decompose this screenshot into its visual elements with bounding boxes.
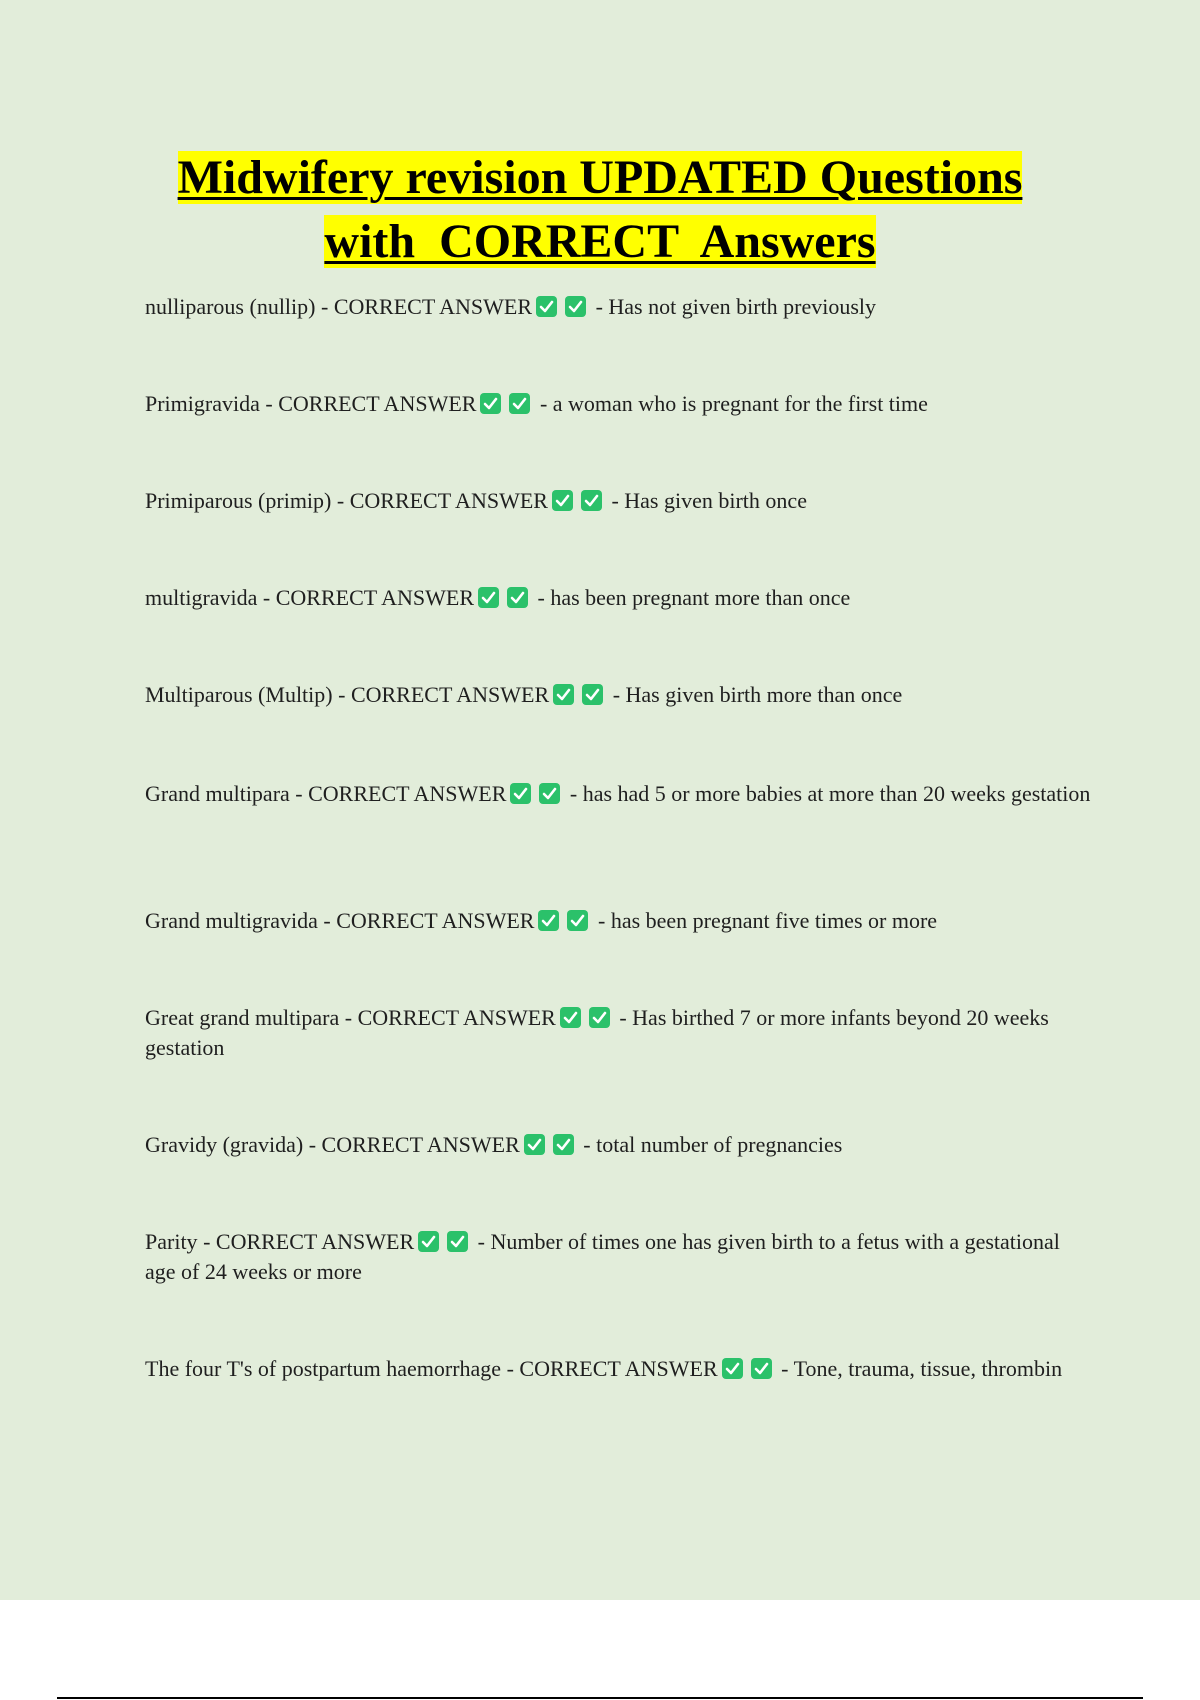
check-mark-icon xyxy=(510,783,531,804)
qa-term: Parity xyxy=(145,1229,198,1254)
qa-answer: a woman who is pregnant for the first time xyxy=(552,391,928,416)
check-mark-icon xyxy=(567,910,588,931)
qa-term: The four T's of postpartum haemorrhage xyxy=(145,1356,502,1381)
qa-item xyxy=(145,583,1095,613)
qa-term: nulliparous (nullip) xyxy=(145,294,316,319)
check-mark-icon xyxy=(581,490,602,511)
check-mark-icon xyxy=(478,587,499,608)
qa-separator: - xyxy=(303,1132,322,1157)
correct-answer-label: CORRECT ANSWER xyxy=(321,1132,520,1157)
qa-separator: - xyxy=(259,391,279,416)
correct-answer-label: CORRECT ANSWER xyxy=(336,908,535,933)
check-mark-icon xyxy=(524,1134,545,1155)
check-mark-icon xyxy=(751,1358,772,1379)
qa-item xyxy=(145,1354,1095,1384)
qa-separator: - xyxy=(339,1005,358,1030)
qa-separator: - xyxy=(332,682,351,707)
correct-answer-label: CORRECT ANSWER xyxy=(215,1229,415,1254)
qa-answer: has been pregnant more than once xyxy=(550,585,851,610)
qa-separator: - xyxy=(289,781,309,806)
check-mark-icon xyxy=(447,1231,468,1252)
qa-answer: Has not given birth previously xyxy=(608,294,877,319)
qa-term: Multiparous (Multip) xyxy=(145,682,333,707)
qa-answer: Has given birth more than once xyxy=(625,682,903,707)
qa-answer: Tone, trauma, tissue, thrombin xyxy=(793,1356,1063,1381)
qa-term: Primigravida xyxy=(145,391,260,416)
title-line-2: with CORRECT Answers xyxy=(324,215,876,268)
check-mark-icon xyxy=(552,490,573,511)
check-mark-icon xyxy=(722,1358,743,1379)
correct-answer-label: CORRECT ANSWER xyxy=(519,1356,718,1381)
qa-item xyxy=(145,1130,1095,1160)
title-line-1: Midwifery revision UPDATED Questions xyxy=(177,151,1023,204)
check-mark-icon xyxy=(536,296,557,317)
correct-answer-label: CORRECT ANSWER xyxy=(357,1005,556,1030)
qa-separator: - xyxy=(577,1132,597,1157)
qa-separator: - xyxy=(501,1356,520,1381)
qa-separator: - xyxy=(605,488,625,513)
qa-item xyxy=(145,779,1095,809)
correct-answer-label: CORRECT ANSWER xyxy=(275,585,474,610)
correct-answer-label: CORRECT ANSWER xyxy=(333,294,533,319)
qa-answer: total number of pregnancies xyxy=(596,1132,843,1157)
check-mark-icon xyxy=(539,783,560,804)
qa-separator: - xyxy=(613,1005,633,1030)
qa-term: Grand multigravida xyxy=(145,908,318,933)
check-mark-icon xyxy=(582,684,603,705)
qa-item xyxy=(145,1003,1095,1063)
qa-separator: - xyxy=(472,1229,491,1254)
qa-term: Great grand multipara xyxy=(145,1005,340,1030)
qa-term: multigravida xyxy=(145,585,258,610)
qa-separator: - xyxy=(315,294,334,319)
correct-answer-label: CORRECT ANSWER xyxy=(349,488,548,513)
qa-term: Gravidy (gravida) xyxy=(145,1132,304,1157)
document-title xyxy=(0,146,1200,274)
qa-answer: Number of times one has given birth to a fetus with a gestational age of 24 weeks or more xyxy=(145,1229,1060,1284)
qa-separator: - xyxy=(532,585,551,610)
qa-term: Grand multipara xyxy=(145,781,290,806)
correct-answer-label: CORRECT ANSWER xyxy=(278,391,477,416)
check-mark-icon xyxy=(507,587,528,608)
check-mark-icon xyxy=(565,296,586,317)
qa-separator: - xyxy=(590,294,609,319)
correct-answer-label: CORRECT ANSWER xyxy=(308,781,507,806)
check-mark-icon xyxy=(480,393,501,414)
check-mark-icon xyxy=(418,1231,439,1252)
footer-divider xyxy=(57,1697,1143,1699)
qa-separator: - xyxy=(607,682,626,707)
check-mark-icon xyxy=(553,684,574,705)
qa-item xyxy=(145,292,1095,322)
qa-separator: - xyxy=(331,488,350,513)
qa-answer: has been pregnant five times or more xyxy=(610,908,938,933)
check-mark-icon xyxy=(538,910,559,931)
check-mark-icon xyxy=(553,1134,574,1155)
qa-item xyxy=(145,680,1095,710)
qa-separator: - xyxy=(534,391,553,416)
qa-separator: - xyxy=(592,908,611,933)
qa-separator: - xyxy=(257,585,276,610)
check-mark-icon xyxy=(509,393,530,414)
qa-item xyxy=(145,389,1095,419)
qa-answer: has had 5 or more babies at more than 20 weeks gestation xyxy=(582,781,1091,806)
qa-term: Primiparous (primip) xyxy=(145,488,332,513)
qa-separator: - xyxy=(317,908,337,933)
qa-answer: Has birthed 7 or more infants beyond 20 weeks gestation xyxy=(145,1005,1049,1060)
qa-separator: - xyxy=(564,781,583,806)
check-mark-icon xyxy=(560,1007,581,1028)
qa-separator: - xyxy=(197,1229,216,1254)
check-mark-icon xyxy=(589,1007,610,1028)
qa-item xyxy=(145,906,1095,936)
qa-item xyxy=(145,486,1095,516)
correct-answer-label: CORRECT ANSWER xyxy=(350,682,550,707)
qa-item xyxy=(145,1227,1095,1287)
qa-separator: - xyxy=(775,1356,794,1381)
qa-answer: Has given birth once xyxy=(624,488,807,513)
